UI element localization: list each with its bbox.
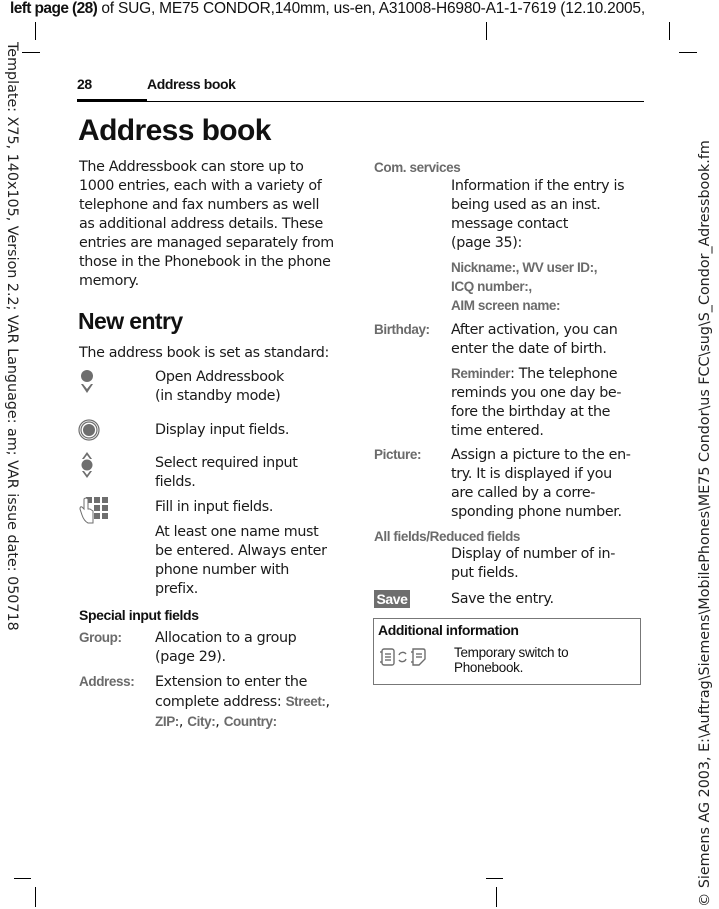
switch-phonebook-icon <box>379 647 431 672</box>
intro-line: telephone and fax numbers as well <box>79 197 320 213</box>
birthday-reminder <box>451 364 621 441</box>
step-open-addressbook <box>155 368 284 406</box>
joystick-down-icon <box>80 369 94 400</box>
field-line: AIM screen name: <box>451 298 561 313</box>
info-line: Temporary switch to <box>454 645 569 660</box>
group-label: Group: <box>79 630 122 645</box>
desc-text: , <box>325 694 330 710</box>
crop-mark <box>35 22 36 40</box>
section-heading-new-entry: New entry <box>78 308 183 334</box>
new-entry-lead: The address book is set as standard: <box>79 345 329 361</box>
additional-info-box <box>373 618 641 685</box>
desc-text: : The telephone <box>510 366 618 382</box>
group-description <box>155 629 296 667</box>
print-header-rest: of SUG, ME75 CONDOR,140mm, us-en, A31008-H6980-A1-1-7619 (12.10.2005, <box>97 0 645 17</box>
page-number: 28 <box>77 76 92 92</box>
print-header-bold: left page (28) <box>10 0 98 17</box>
crop-mark <box>486 22 487 40</box>
desc-line: enter the date of birth. <box>451 341 607 357</box>
additional-info-title: Additional information <box>378 622 519 638</box>
picture-label: Picture: <box>374 447 422 462</box>
desc-line: being used as an inst. <box>451 197 601 213</box>
desc-line: Assign a picture to the en- <box>451 447 631 463</box>
desc-line: put fields. <box>451 565 519 581</box>
intro-line: those in the Phonebook in the phone <box>79 254 331 270</box>
desc-line: time entered. <box>451 423 544 439</box>
crop-mark <box>669 22 670 40</box>
intro-line: The Addressbook can store up to <box>79 159 304 175</box>
desc-line <box>451 364 621 384</box>
crop-mark <box>486 878 503 879</box>
additional-info-text <box>454 645 568 675</box>
field-zip: ZIP: <box>155 714 179 729</box>
step-text: (in standby mode) <box>155 388 281 404</box>
desc-text: complete address: <box>155 694 286 710</box>
left-margin-note <box>2 42 22 902</box>
desc-line: Information if the entry is <box>451 178 625 194</box>
picture-description <box>451 446 631 522</box>
step-display-fields: Display input fields. <box>155 422 290 438</box>
field-line: Nickname:, WV user ID:, <box>451 260 598 275</box>
field-city: City: <box>187 714 216 729</box>
intro-line: entries are managed separately from <box>79 235 334 251</box>
joystick-up-down-icon <box>80 452 94 483</box>
step-text: fields. <box>155 474 196 490</box>
keypad-hand-icon <box>79 497 109 530</box>
desc-line: ZIP:, City:, Country: <box>155 714 277 730</box>
desc-line: reminds you one day be- <box>451 385 622 401</box>
crop-mark <box>35 887 36 907</box>
section-title: Address book <box>147 76 236 92</box>
desc-line: (page 35): <box>451 235 522 251</box>
desc-line: Extension to enter the <box>155 674 308 690</box>
save-softkey: Save <box>374 590 410 608</box>
com-services-description <box>451 177 624 253</box>
special-fields-heading: Special input fields <box>79 607 199 623</box>
desc-line: After activation, you can <box>451 322 618 338</box>
page-title: Address book <box>78 114 271 147</box>
intro-line: memory. <box>79 273 139 289</box>
field-street: Street: <box>285 694 326 709</box>
desc-line: (page 29). <box>155 649 226 665</box>
desc-line: fore the birthday at the <box>451 404 611 420</box>
right-margin-text: © Siemens AG 2003, E:\Auftrag\Siemens\MobilePhones\ME75 Condor\us FCC\sug\S_Condor_Adressbook.fm <box>697 140 713 907</box>
field-line: ICQ number:, <box>451 279 532 294</box>
com-services-fields <box>451 258 597 315</box>
step-note <box>155 523 327 599</box>
note-line: prefix. <box>155 581 198 597</box>
header-rule <box>77 101 644 102</box>
address-description <box>155 673 355 732</box>
joystick-center-press-icon <box>78 419 100 446</box>
crop-mark <box>22 52 40 53</box>
desc-line: try. It is displayed if you <box>451 466 612 482</box>
intro-line: as additional address details. These <box>79 216 323 232</box>
desc-line: Display of number of in- <box>451 546 616 562</box>
intro-line: 1000 entries, each with a variety of <box>79 178 322 194</box>
all-fields-label: All fields/Reduced fields <box>374 529 521 544</box>
save-description: Save the entry. <box>451 591 554 607</box>
desc-line: message contact <box>451 216 569 232</box>
birthday-label: Birthday: <box>374 322 430 337</box>
crop-mark <box>679 52 697 53</box>
intro-paragraph <box>79 158 349 291</box>
com-services-label: Com. services <box>374 160 461 175</box>
all-fields-description <box>451 545 615 583</box>
reminder-label: Reminder <box>451 366 511 381</box>
crop-mark <box>496 887 497 907</box>
info-line: Phonebook. <box>454 660 524 675</box>
desc-line: sponding phone number. <box>451 504 622 520</box>
step-select-fields <box>155 454 298 492</box>
address-label: Address: <box>79 674 135 689</box>
note-line: At least one name must <box>155 524 319 540</box>
desc-line <box>155 692 355 712</box>
print-header <box>10 0 645 18</box>
desc-line: are called by a corre- <box>451 485 596 501</box>
note-line: phone number with <box>155 562 290 578</box>
note-line: be entered. Always enter <box>155 543 327 559</box>
left-margin-text: Template: X75, 140x105, Version 2.2; VAR Language: am; VAR issue date: 050718 <box>4 42 20 631</box>
step-text: Open Addressbook <box>155 369 284 385</box>
field-country: Country: <box>223 714 277 729</box>
crop-mark <box>14 878 31 879</box>
step-fill-fields: Fill in input fields. <box>155 499 274 515</box>
birthday-description <box>451 321 618 359</box>
step-text: Select required input <box>155 455 298 471</box>
desc-line: Allocation to a group <box>155 630 297 646</box>
